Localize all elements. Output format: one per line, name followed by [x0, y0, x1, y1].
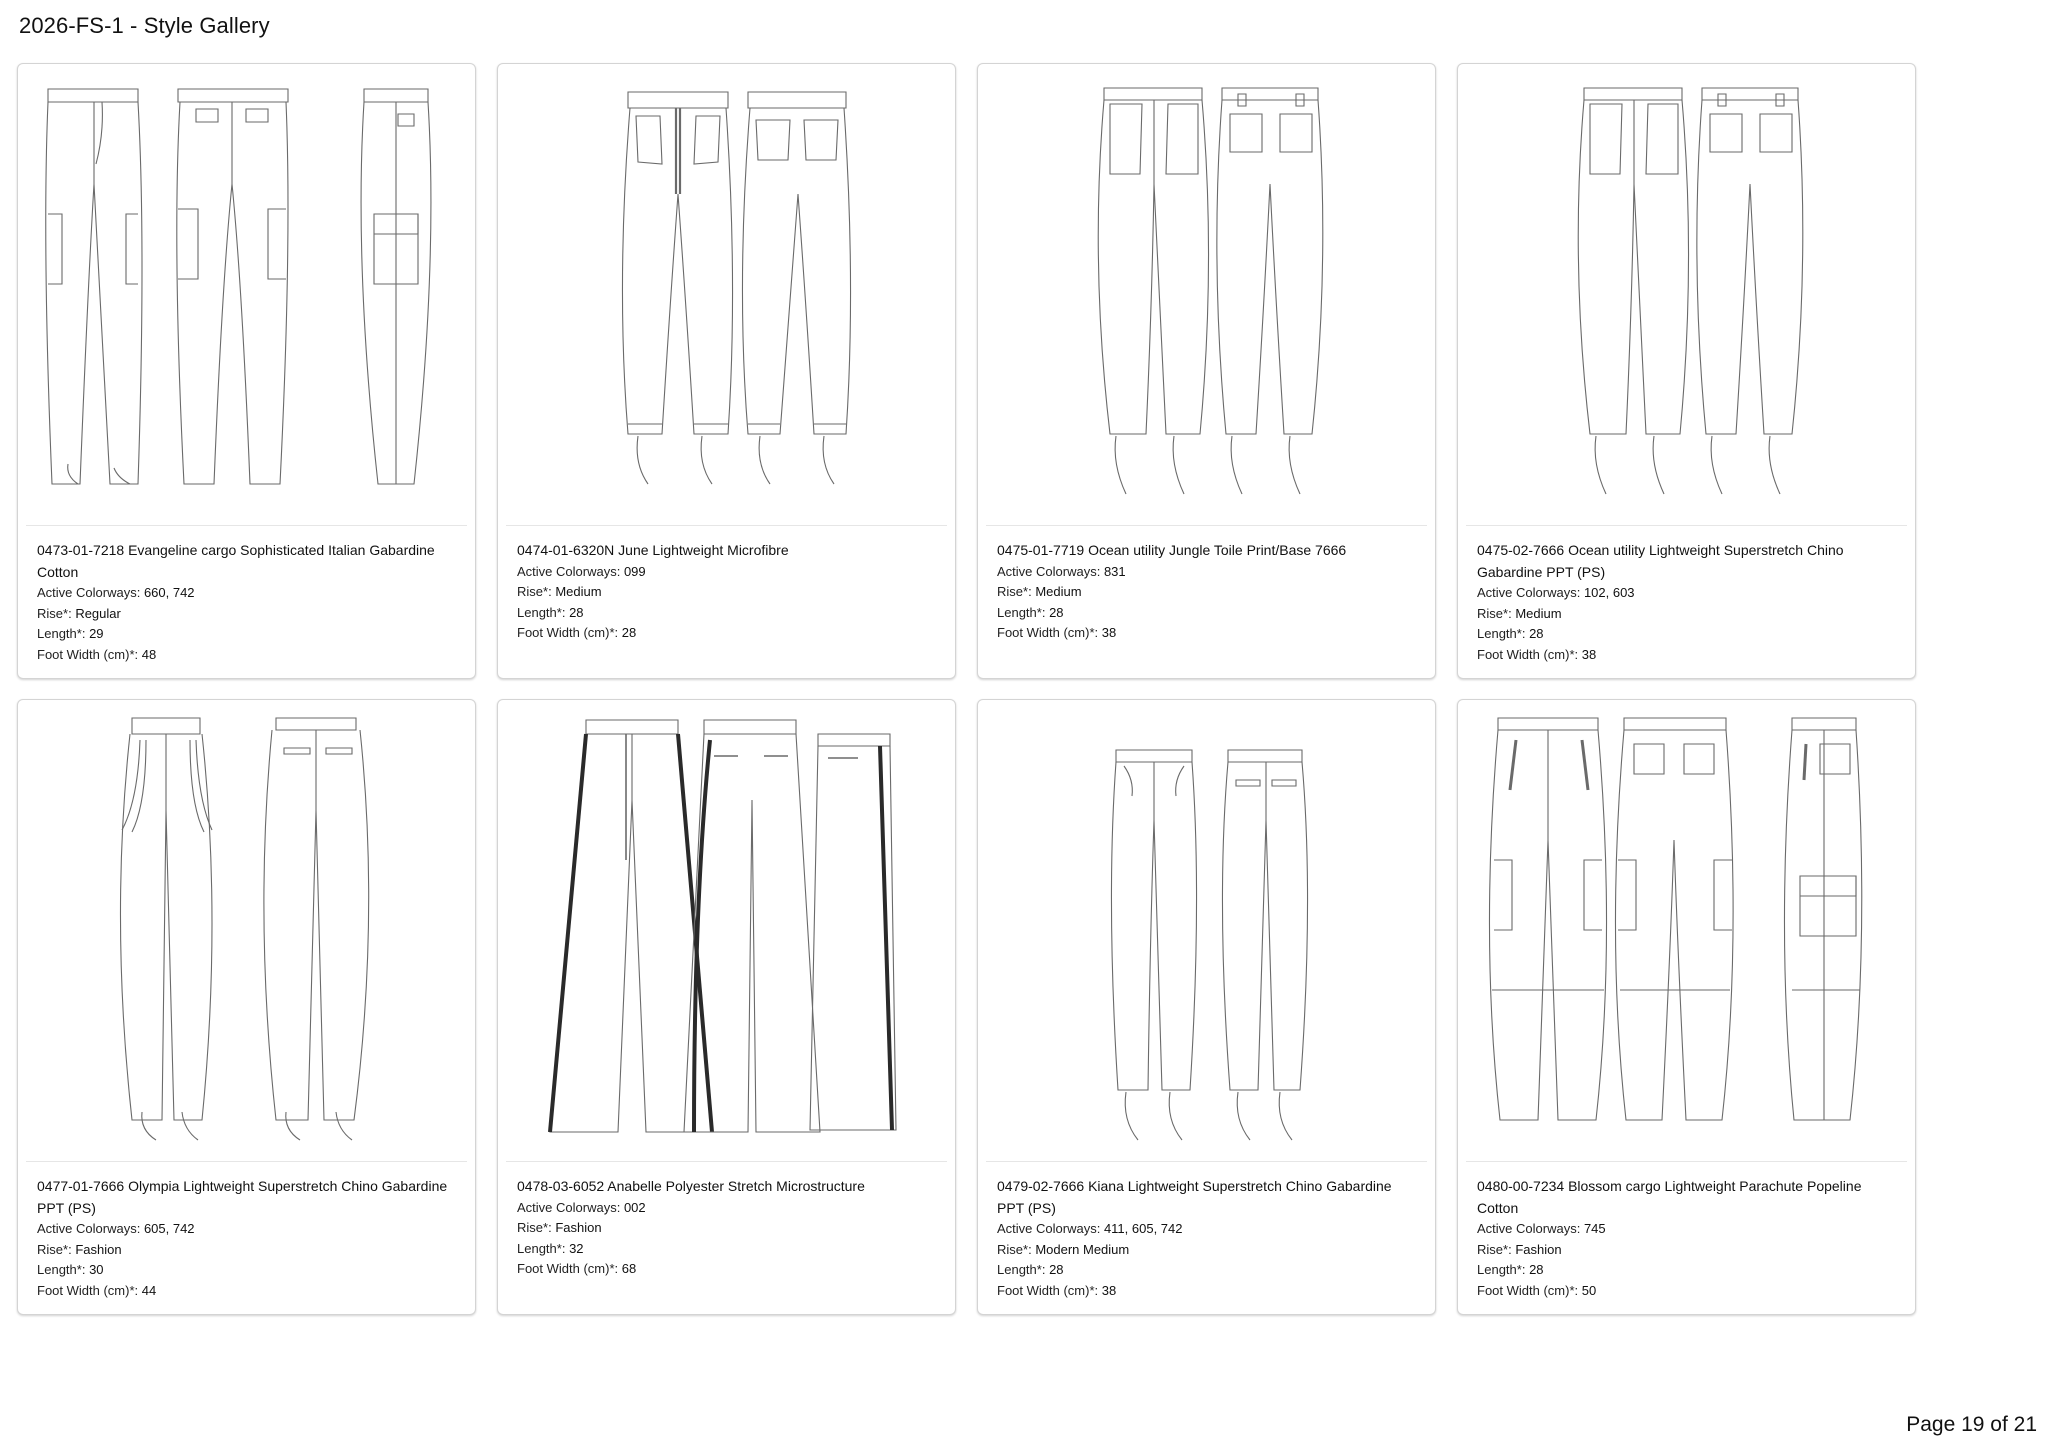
- foot-width-row: Foot Width (cm)*: 68: [517, 1261, 637, 1276]
- foot-width-value: 68: [621, 1261, 637, 1276]
- colorways-row: Active Colorways: 660, 742: [37, 585, 195, 600]
- page-title: 2026-FS-1 - Style Gallery: [19, 13, 270, 38]
- jogger-trouser-icon: [498, 64, 955, 524]
- style-name: 0474-01-6320N June Lightweight Microfibre: [517, 542, 789, 558]
- colorways-value: 002: [623, 1199, 646, 1215]
- rise-row: Rise*: Modern Medium: [997, 1241, 1130, 1257]
- page-number: Page 19 of 21: [1906, 1413, 2037, 1436]
- rise-value: Fashion: [75, 1241, 122, 1257]
- foot-width-row: Foot Width (cm)*: 28: [517, 625, 637, 640]
- cargo-trouser-three-view-icon: [18, 64, 475, 524]
- style-info: [37, 540, 461, 665]
- length-row: Length*: 32: [517, 1240, 584, 1256]
- foot-width-row: Foot Width (cm)*: 38: [997, 625, 1117, 640]
- rise-row: Rise*: Fashion: [37, 1241, 122, 1257]
- style-name: 0475-01-7719 Ocean utility Jungle Toile Print/Base 7666: [997, 542, 1347, 558]
- rise-value: Fashion: [1515, 1241, 1562, 1257]
- foot-width-row: Foot Width (cm)*: 38: [1477, 646, 1597, 662]
- utility-trouser-icon: [1458, 64, 1915, 524]
- colorways-value: 745: [1583, 1221, 1606, 1236]
- style-name: 0477-01-7666 Olympia Lightweight Superstretch Chino Gabardine PPT (PS): [37, 1178, 448, 1216]
- colorways-value: 605, 742: [143, 1221, 195, 1236]
- style-name: 0479-02-7666 Kiana Lightweight Superstretch Chino Gabardine PPT (PS): [997, 1178, 1392, 1216]
- length-value: 28: [569, 604, 584, 620]
- rise-row: Rise*: Medium: [997, 584, 1082, 599]
- length-value: 29: [89, 626, 104, 641]
- style-name: 0475-02-7666 Ocean utility Lightweight Superstretch Chino Gabardine PPT (PS): [1477, 542, 1844, 580]
- rise-row: Rise*: Fashion: [1477, 1241, 1562, 1257]
- colorways-row: Active Colorways: 102, 603: [1477, 585, 1635, 600]
- style-card[interactable]: [977, 699, 1436, 1315]
- divider: [1466, 1161, 1907, 1162]
- colorways-row: Active Colorways: 831: [997, 563, 1126, 579]
- foot-width-value: 38: [1101, 1282, 1117, 1298]
- colorways-value: 411, 605, 742: [1103, 1221, 1183, 1236]
- style-name: 0473-01-7218 Evangeline cargo Sophisticated Italian Gabardine Cotton: [37, 542, 435, 580]
- length-value: 30: [89, 1262, 104, 1277]
- length-value: 28: [1049, 604, 1064, 620]
- divider: [986, 525, 1427, 526]
- colorways-value: 102, 603: [1583, 585, 1635, 600]
- divider: [26, 525, 467, 526]
- colorways-row: Active Colorways: 745: [1477, 1221, 1606, 1236]
- style-info: [37, 1176, 461, 1301]
- rise-value: Fashion: [555, 1220, 602, 1235]
- colorways-row: Active Colorways: 605, 742: [37, 1221, 195, 1236]
- length-row: Length*: 28: [1477, 1262, 1544, 1277]
- length-row: Length*: 28: [997, 604, 1064, 620]
- divider: [506, 525, 947, 526]
- slim-trouser-icon: [978, 700, 1435, 1160]
- divider: [986, 1161, 1427, 1162]
- style-gallery-grid: [17, 63, 1937, 1323]
- length-row: Length*: 28: [1477, 626, 1544, 641]
- foot-width-value: 28: [621, 625, 637, 640]
- style-card[interactable]: [17, 699, 476, 1315]
- style-card[interactable]: [497, 699, 956, 1315]
- colorways-row: Active Colorways: 411, 605, 742: [997, 1221, 1183, 1236]
- divider: [506, 1161, 947, 1162]
- style-name: 0480-00-7234 Blossom cargo Lightweight Parachute Popeline Cotton: [1477, 1178, 1862, 1216]
- colorways-row: Active Colorways: 099: [517, 563, 646, 579]
- length-value: 32: [569, 1240, 584, 1256]
- foot-width-row: Foot Width (cm)*: 48: [37, 646, 157, 662]
- style-info: [997, 540, 1421, 644]
- rise-row: Rise*: Regular: [37, 605, 121, 621]
- foot-width-row: Foot Width (cm)*: 50: [1477, 1282, 1597, 1298]
- rise-value: Regular: [75, 605, 121, 621]
- style-info: [1477, 1176, 1901, 1301]
- rise-value: Medium: [555, 584, 602, 599]
- style-card[interactable]: [17, 63, 476, 679]
- rise-row: Rise*: Fashion: [517, 1220, 602, 1235]
- style-info: [517, 540, 941, 644]
- style-card[interactable]: [497, 63, 956, 679]
- length-row: Length*: 30: [37, 1262, 104, 1277]
- style-info: [1477, 540, 1901, 665]
- length-value: 28: [1049, 1262, 1064, 1277]
- foot-width-value: 38: [1101, 625, 1117, 640]
- style-card[interactable]: [977, 63, 1436, 679]
- foot-width-value: 38: [1581, 646, 1597, 662]
- foot-width-value: 48: [141, 646, 157, 662]
- colorways-value: 099: [623, 563, 646, 579]
- side-stripe-wide-trouser-icon: [498, 700, 955, 1160]
- rise-value: Medium: [1515, 605, 1562, 621]
- length-row: Length*: 29: [37, 626, 104, 641]
- style-card[interactable]: [1457, 63, 1916, 679]
- length-value: 28: [1529, 626, 1544, 641]
- length-row: Length*: 28: [517, 604, 584, 620]
- colorways-row: Active Colorways: 002: [517, 1199, 646, 1215]
- length-row: Length*: 28: [997, 1262, 1064, 1277]
- parachute-cargo-trouser-icon: [1458, 700, 1915, 1160]
- drawstring-trouser-icon: [18, 700, 475, 1160]
- colorways-value: 660, 742: [143, 585, 195, 600]
- rise-row: Rise*: Medium: [517, 584, 602, 599]
- foot-width-row: Foot Width (cm)*: 38: [997, 1282, 1117, 1298]
- utility-trouser-icon: [978, 64, 1435, 524]
- length-value: 28: [1529, 1262, 1544, 1277]
- foot-width-value: 44: [141, 1282, 157, 1298]
- style-info: [997, 1176, 1421, 1301]
- divider: [1466, 525, 1907, 526]
- style-info: [517, 1176, 941, 1280]
- divider: [26, 1161, 467, 1162]
- rise-row: Rise*: Medium: [1477, 605, 1562, 621]
- rise-value: Modern Medium: [1035, 1241, 1130, 1257]
- foot-width-row: Foot Width (cm)*: 44: [37, 1282, 157, 1298]
- style-name: 0478-03-6052 Anabelle Polyester Stretch Microstructure: [517, 1178, 865, 1194]
- rise-value: Medium: [1035, 584, 1082, 599]
- foot-width-value: 50: [1581, 1282, 1597, 1298]
- colorways-value: 831: [1103, 563, 1126, 579]
- style-card[interactable]: [1457, 699, 1916, 1315]
